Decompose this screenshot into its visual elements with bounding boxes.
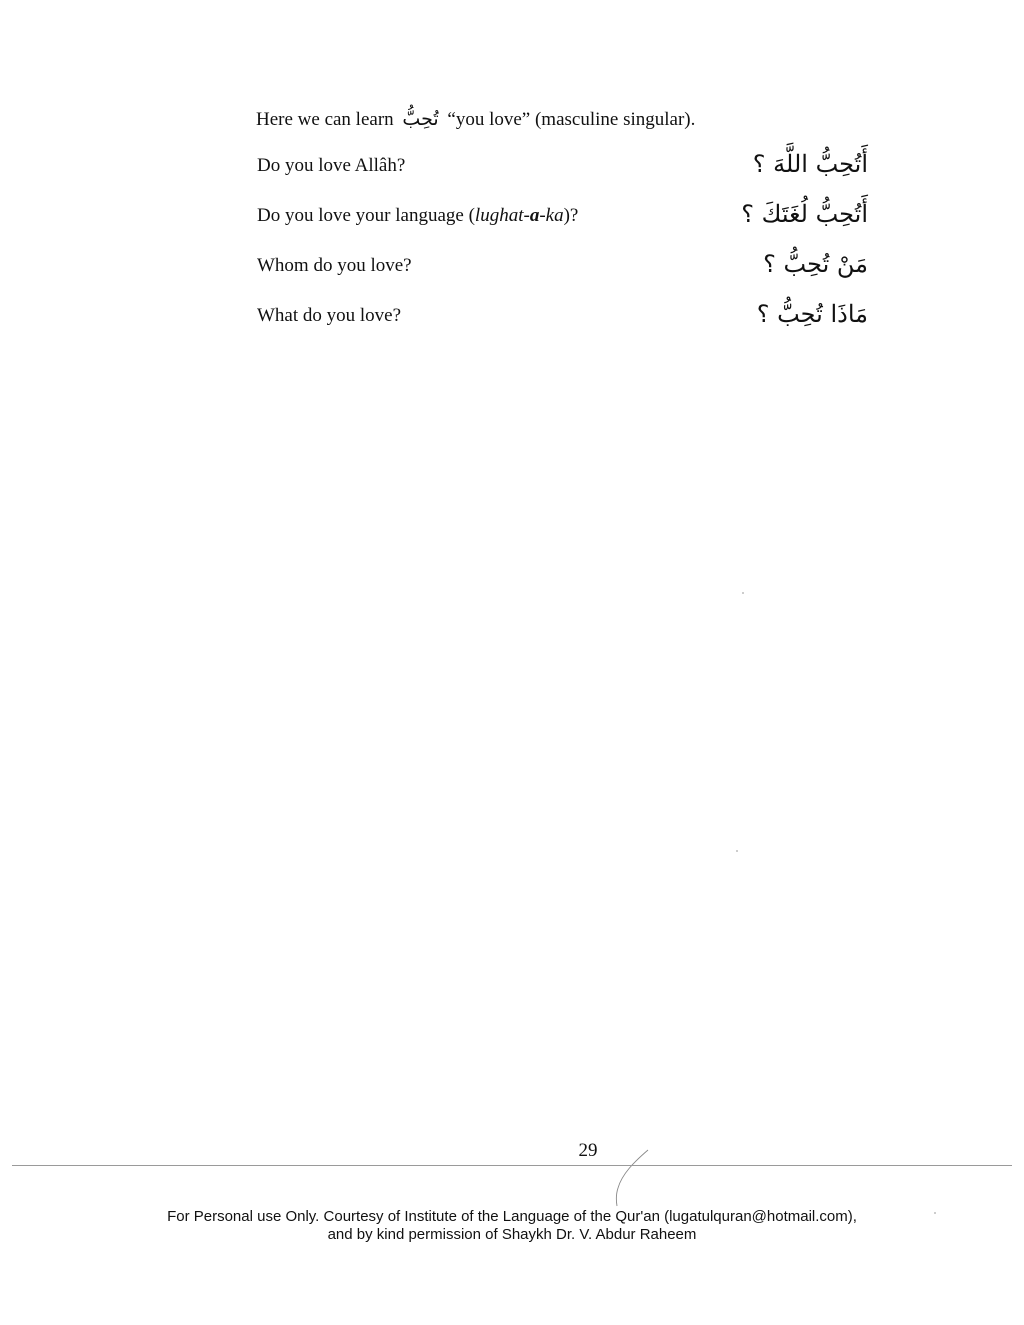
intro-gloss: “you love” (masculine singular). xyxy=(447,109,696,130)
intro-line xyxy=(256,106,695,133)
footer-credit xyxy=(0,1208,1024,1244)
sentence-english: What do you love? xyxy=(257,305,402,326)
transliteration-suffix: -ka xyxy=(539,205,564,226)
sentence-arabic: أَتُحِبُّ لُغَتَكَ ؟ xyxy=(741,200,868,228)
sentence-row-1 xyxy=(256,148,868,182)
page-number: 29 xyxy=(578,1140,598,1161)
intro-prefix: Here we can learn xyxy=(256,109,394,130)
footer-line-1: For Personal use Only. Courtesy of Institute of the Language of the Qur'an (lugatulquran@hotmail.com), xyxy=(167,1208,857,1225)
sentence-english: Whom do you love? xyxy=(257,255,412,276)
sentence-row-3 xyxy=(256,248,868,282)
scan-speck xyxy=(742,592,744,594)
sentence-arabic: أَتُحِبُّ اللَّهَ ؟ xyxy=(752,150,868,178)
transliteration-part: lughat- xyxy=(474,205,530,226)
scan-speck xyxy=(934,1212,936,1214)
pen-stroke-mark xyxy=(600,1148,660,1208)
transliteration-vowel: a xyxy=(529,205,540,226)
footer-divider xyxy=(12,1165,1012,1166)
sentence-row-4 xyxy=(256,298,868,332)
sentence-row-2 xyxy=(256,198,868,232)
footer-line-2: and by kind permission of Shaykh Dr. V. Abdur Raheem xyxy=(327,1226,697,1243)
sentence-english: Do you love your language (lughat-a-ka)? xyxy=(257,205,579,226)
sentence-arabic: مَنْ تُحِبُّ ؟ xyxy=(763,250,868,278)
sentence-arabic: مَاذَا تُحِبُّ ؟ xyxy=(756,300,868,328)
scan-speck xyxy=(736,850,738,852)
intro-arabic-word: تُحِبُّ xyxy=(402,108,439,130)
sentence-english: Do you love Allâh? xyxy=(257,155,406,176)
